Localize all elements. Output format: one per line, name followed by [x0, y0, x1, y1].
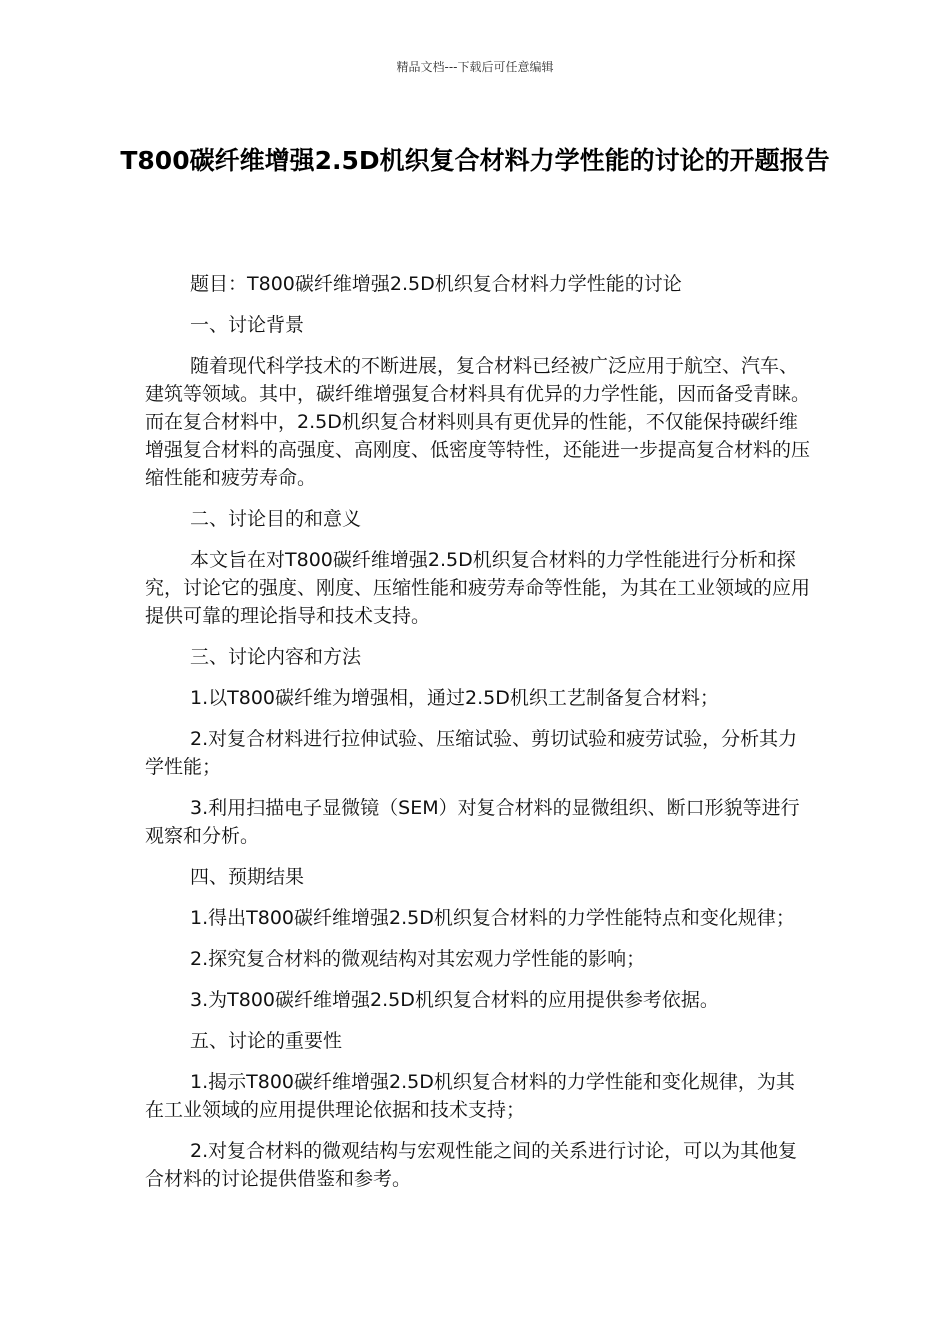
method-item-2: 2.对复合材料进行拉伸试验、压缩试验、剪切试验和疲劳试验，分析其力学性能；: [145, 728, 798, 778]
document-title: T800碳纤维增强2.5D机织复合材料力学性能的讨论的开题报告: [120, 146, 830, 175]
topic-line: 题目：T800碳纤维增强2.5D机织复合材料力学性能的讨论: [190, 273, 682, 295]
section-heading-background: 一、讨论背景: [190, 314, 305, 336]
method-item-3: 3.利用扫描电子显微镜（SEM）对复合材料的显微组织、断口形貌等进行观察和分析。: [145, 797, 800, 847]
background-paragraph: 随着现代科学技术的不断进展，复合材料已经被广泛应用于航空、汽车、建筑等领域。其中，碳纤维增强复合材料具有优异的力学性能，因而备受青睐。而在复合材料中，2.5D机织复合材料则具有更优异的性能，不仅能保持碳纤维增强复合材料的高强度、高刚度、低密度等特性，还能进一步提高复合材料的压缩性能和疲劳寿命。: [145, 355, 811, 489]
document-body: [145, 270, 810, 1206]
result-item-3: 3.为T800碳纤维增强2.5D机织复合材料的应用提供参考依据。: [190, 989, 719, 1011]
section-heading-importance: 五、讨论的重要性: [190, 1030, 343, 1052]
section-heading-methods: 三、讨论内容和方法: [190, 646, 362, 668]
section-heading-purpose: 二、讨论目的和意义: [190, 508, 362, 530]
section-heading-results: 四、预期结果: [190, 866, 305, 888]
importance-item-1: 1.揭示T800碳纤维增强2.5D机织复合材料的力学性能和变化规律，为其在工业领域的应用提供理论依据和技术支持；: [145, 1071, 795, 1121]
method-item-1: 1.以T800碳纤维为增强相，通过2.5D机织工艺制备复合材料；: [190, 687, 719, 709]
purpose-paragraph: 本文旨在对T800碳纤维增强2.5D机织复合材料的力学性能进行分析和探究，讨论它的强度、刚度、压缩性能和疲劳寿命等性能，为其在工业领域的应用提供可靠的理论指导和技术支持。: [145, 549, 811, 627]
importance-item-2: 2.对复合材料的微观结构与宏观性能之间的关系进行讨论，可以为其他复合材料的讨论提供借鉴和参考。: [145, 1140, 798, 1190]
page-header-note: 精品文档---下载后可任意编辑: [396, 60, 554, 74]
result-item-1: 1.得出T800碳纤维增强2.5D机织复合材料的力学性能特点和变化规律；: [190, 907, 795, 929]
result-item-2: 2.探究复合材料的微观结构对其宏观力学性能的影响；: [190, 948, 646, 970]
